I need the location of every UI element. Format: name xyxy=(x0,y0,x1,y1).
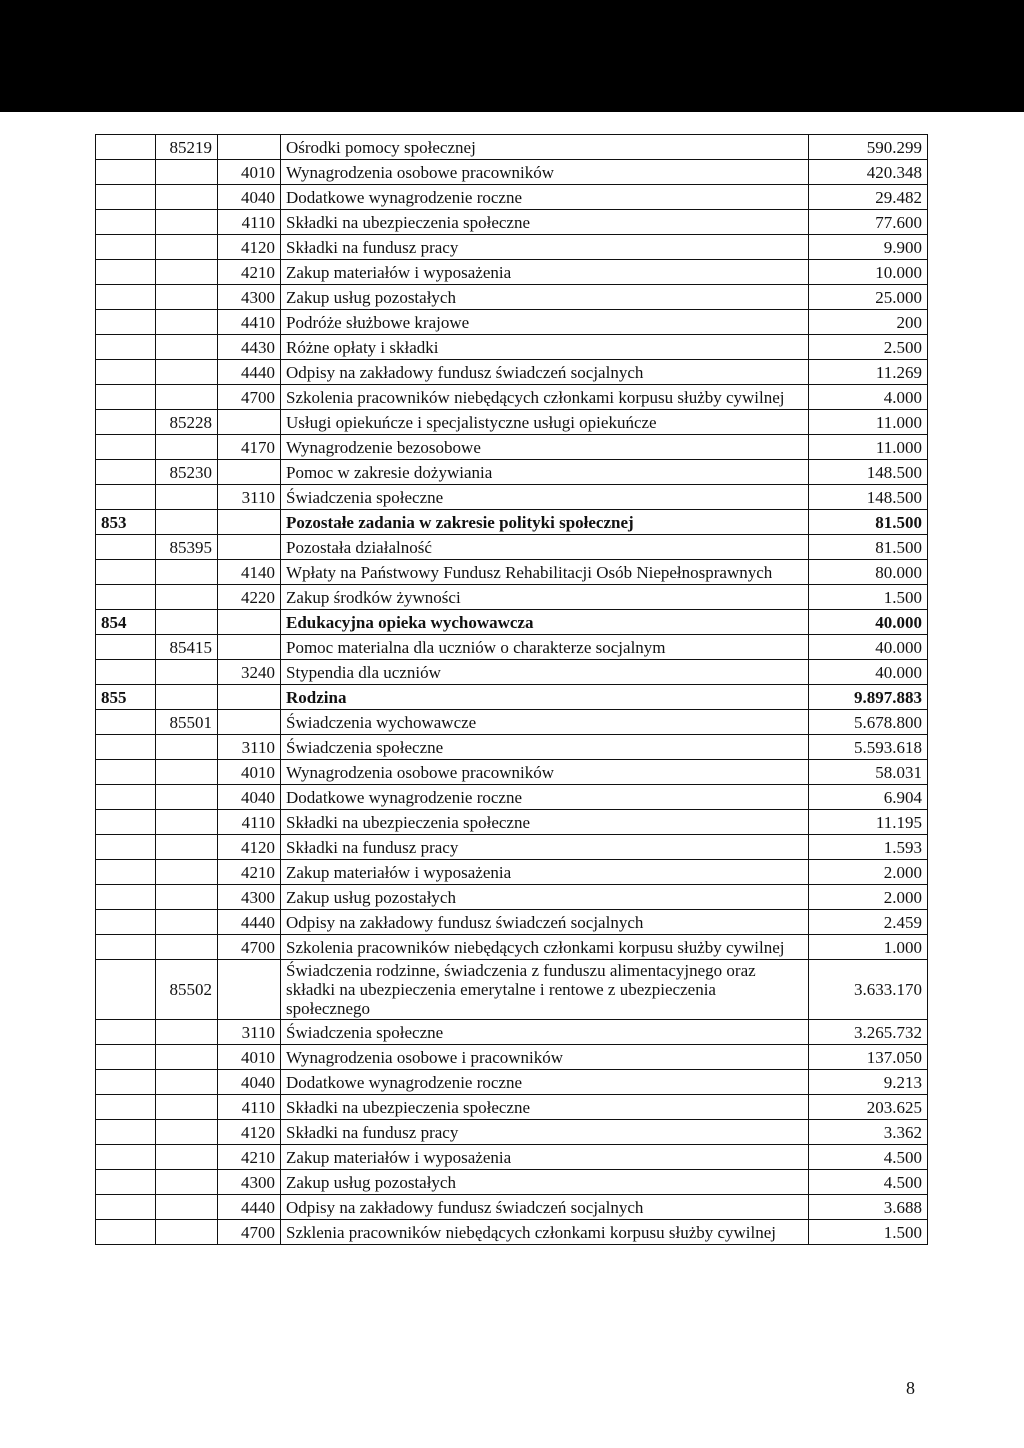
cell-rozdzial xyxy=(156,510,218,535)
cell-amount: 2.459 xyxy=(809,910,928,935)
cell-dzial xyxy=(96,1170,156,1195)
cell-amount: 40.000 xyxy=(809,610,928,635)
cell-paragraf: 4430 xyxy=(218,335,281,360)
cell-dzial xyxy=(96,260,156,285)
cell-amount: 6.904 xyxy=(809,785,928,810)
cell-amount: 11.000 xyxy=(809,410,928,435)
cell-paragraf: 4110 xyxy=(218,810,281,835)
cell-paragraf: 4120 xyxy=(218,235,281,260)
cell-name: Pomoc materialna dla uczniów o charakterze socjalnym xyxy=(281,635,809,660)
cell-paragraf: 4120 xyxy=(218,835,281,860)
cell-rozdzial xyxy=(156,835,218,860)
cell-name: Zakup materiałów i wyposażenia xyxy=(281,260,809,285)
table-row xyxy=(96,310,928,335)
cell-name: Wynagrodzenie bezosobowe xyxy=(281,435,809,460)
table-row xyxy=(96,485,928,510)
cell-amount: 81.500 xyxy=(809,510,928,535)
cell-dzial xyxy=(96,660,156,685)
cell-paragraf xyxy=(218,960,281,1020)
cell-dzial xyxy=(96,810,156,835)
cell-amount: 200 xyxy=(809,310,928,335)
table-row xyxy=(96,285,928,310)
cell-name: Szkolenia pracowników niebędących członkami korpusu służby cywilnej xyxy=(281,385,809,410)
cell-amount: 203.625 xyxy=(809,1095,928,1120)
cell-name: Pozostała działalność xyxy=(281,535,809,560)
cell-dzial xyxy=(96,160,156,185)
cell-rozdzial xyxy=(156,935,218,960)
cell-rozdzial xyxy=(156,185,218,210)
cell-rozdzial: 85501 xyxy=(156,710,218,735)
table-row xyxy=(96,510,928,535)
cell-paragraf: 4410 xyxy=(218,310,281,335)
cell-dzial xyxy=(96,335,156,360)
cell-rozdzial xyxy=(156,1020,218,1045)
cell-rozdzial xyxy=(156,685,218,710)
table-row xyxy=(96,185,928,210)
cell-name: Składki na ubezpieczenia społeczne xyxy=(281,1095,809,1120)
scan-top-band xyxy=(0,0,1024,112)
cell-amount: 11.000 xyxy=(809,435,928,460)
cell-rozdzial xyxy=(156,285,218,310)
cell-rozdzial xyxy=(156,360,218,385)
cell-dzial: 853 xyxy=(96,510,156,535)
cell-dzial xyxy=(96,960,156,1020)
cell-paragraf xyxy=(218,710,281,735)
cell-rozdzial xyxy=(156,910,218,935)
table-row xyxy=(96,660,928,685)
cell-rozdzial xyxy=(156,385,218,410)
cell-dzial xyxy=(96,435,156,460)
cell-rozdzial: 85502 xyxy=(156,960,218,1020)
cell-amount: 3.633.170 xyxy=(809,960,928,1020)
cell-dzial xyxy=(96,910,156,935)
cell-rozdzial: 85230 xyxy=(156,460,218,485)
cell-name: Wynagrodzenia osobowe i pracowników xyxy=(281,1045,809,1070)
cell-amount: 11.269 xyxy=(809,360,928,385)
cell-dzial xyxy=(96,760,156,785)
cell-rozdzial xyxy=(156,610,218,635)
cell-amount: 40.000 xyxy=(809,660,928,685)
cell-amount: 9.897.883 xyxy=(809,685,928,710)
cell-dzial xyxy=(96,860,156,885)
table-row xyxy=(96,160,928,185)
cell-paragraf: 4140 xyxy=(218,560,281,585)
table-row xyxy=(96,435,928,460)
cell-paragraf xyxy=(218,610,281,635)
cell-name: Stypendia dla uczniów xyxy=(281,660,809,685)
cell-amount: 9.900 xyxy=(809,235,928,260)
cell-amount: 148.500 xyxy=(809,460,928,485)
cell-name: Zakup materiałów i wyposażenia xyxy=(281,1145,809,1170)
cell-name: Składki na ubezpieczenia społeczne xyxy=(281,810,809,835)
cell-amount: 40.000 xyxy=(809,635,928,660)
table-row xyxy=(96,1095,928,1120)
cell-name: Świadczenia rodzinne, świadczenia z funduszu alimentacyjnego oraz składki na ubezpieczenia emerytalne i rentowe z ubezpieczenia społecznego xyxy=(281,960,809,1020)
cell-name: Zakup usług pozostałych xyxy=(281,1170,809,1195)
cell-rozdzial xyxy=(156,1145,218,1170)
cell-paragraf: 4110 xyxy=(218,1095,281,1120)
cell-rozdzial xyxy=(156,735,218,760)
cell-amount: 11.195 xyxy=(809,810,928,835)
cell-name: Składki na fundusz pracy xyxy=(281,235,809,260)
cell-amount: 137.050 xyxy=(809,1045,928,1070)
cell-name: Wynagrodzenia osobowe pracowników xyxy=(281,760,809,785)
cell-paragraf: 4120 xyxy=(218,1120,281,1145)
cell-name: Świadczenia wychowawcze xyxy=(281,710,809,735)
cell-dzial xyxy=(96,360,156,385)
table-row xyxy=(96,585,928,610)
cell-paragraf: 4440 xyxy=(218,360,281,385)
cell-rozdzial xyxy=(156,810,218,835)
cell-paragraf: 3240 xyxy=(218,660,281,685)
cell-name: Dodatkowe wynagrodzenie roczne xyxy=(281,185,809,210)
cell-rozdzial xyxy=(156,860,218,885)
cell-name: Odpisy na zakładowy fundusz świadczeń socjalnych xyxy=(281,1195,809,1220)
cell-paragraf: 4210 xyxy=(218,860,281,885)
cell-name: Dodatkowe wynagrodzenie roczne xyxy=(281,1070,809,1095)
cell-amount: 5.678.800 xyxy=(809,710,928,735)
cell-dzial xyxy=(96,210,156,235)
table-row xyxy=(96,210,928,235)
cell-paragraf xyxy=(218,535,281,560)
cell-rozdzial: 85219 xyxy=(156,135,218,160)
cell-name: Zakup środków żywności xyxy=(281,585,809,610)
cell-name: Rodzina xyxy=(281,685,809,710)
table-row xyxy=(96,910,928,935)
cell-rozdzial xyxy=(156,585,218,610)
cell-paragraf: 4040 xyxy=(218,1070,281,1095)
cell-paragraf: 4700 xyxy=(218,385,281,410)
table-row xyxy=(96,135,928,160)
cell-paragraf: 3110 xyxy=(218,1020,281,1045)
cell-paragraf: 4010 xyxy=(218,760,281,785)
cell-paragraf: 4220 xyxy=(218,585,281,610)
cell-rozdzial xyxy=(156,660,218,685)
cell-name: Zakup materiałów i wyposażenia xyxy=(281,860,809,885)
table-row xyxy=(96,1220,928,1245)
cell-dzial xyxy=(96,485,156,510)
cell-rozdzial xyxy=(156,760,218,785)
cell-dzial xyxy=(96,785,156,810)
cell-paragraf: 4010 xyxy=(218,1045,281,1070)
table-row xyxy=(96,1170,928,1195)
cell-name: Zakup usług pozostałych xyxy=(281,285,809,310)
cell-paragraf: 4440 xyxy=(218,1195,281,1220)
cell-amount: 10.000 xyxy=(809,260,928,285)
cell-rozdzial: 85415 xyxy=(156,635,218,660)
cell-paragraf: 4700 xyxy=(218,1220,281,1245)
cell-dzial xyxy=(96,285,156,310)
table-row xyxy=(96,835,928,860)
cell-name: Świadczenia społeczne xyxy=(281,735,809,760)
cell-amount: 25.000 xyxy=(809,285,928,310)
table-row xyxy=(96,260,928,285)
cell-dzial xyxy=(96,310,156,335)
cell-amount: 2.500 xyxy=(809,335,928,360)
cell-paragraf xyxy=(218,635,281,660)
table-row xyxy=(96,635,928,660)
cell-dzial xyxy=(96,560,156,585)
table-row xyxy=(96,410,928,435)
cell-rozdzial xyxy=(156,310,218,335)
cell-paragraf: 3110 xyxy=(218,485,281,510)
table-row xyxy=(96,1070,928,1095)
cell-name: Ośrodki pomocy społecznej xyxy=(281,135,809,160)
cell-rozdzial: 85395 xyxy=(156,535,218,560)
cell-paragraf xyxy=(218,460,281,485)
cell-name: Usługi opiekuńcze i specjalistyczne usługi opiekuńcze xyxy=(281,410,809,435)
cell-dzial xyxy=(96,1220,156,1245)
table-row xyxy=(96,760,928,785)
cell-paragraf xyxy=(218,685,281,710)
cell-paragraf: 4210 xyxy=(218,260,281,285)
cell-rozdzial xyxy=(156,1195,218,1220)
cell-amount: 58.031 xyxy=(809,760,928,785)
cell-rozdzial xyxy=(156,885,218,910)
cell-amount: 9.213 xyxy=(809,1070,928,1095)
cell-rozdzial xyxy=(156,260,218,285)
cell-amount: 2.000 xyxy=(809,885,928,910)
cell-name: Składki na fundusz pracy xyxy=(281,1120,809,1145)
cell-rozdzial xyxy=(156,235,218,260)
cell-name: Pomoc w zakresie dożywiania xyxy=(281,460,809,485)
cell-name: Świadczenia społeczne xyxy=(281,1020,809,1045)
cell-rozdzial xyxy=(156,1170,218,1195)
table-row xyxy=(96,1020,928,1045)
table-row xyxy=(96,860,928,885)
cell-dzial xyxy=(96,235,156,260)
cell-paragraf: 4040 xyxy=(218,785,281,810)
cell-amount: 77.600 xyxy=(809,210,928,235)
cell-dzial xyxy=(96,1095,156,1120)
cell-name: Wynagrodzenia osobowe pracowników xyxy=(281,160,809,185)
cell-rozdzial xyxy=(156,435,218,460)
cell-amount: 1.500 xyxy=(809,585,928,610)
cell-paragraf xyxy=(218,135,281,160)
cell-paragraf: 3110 xyxy=(218,735,281,760)
cell-dzial xyxy=(96,535,156,560)
cell-amount: 5.593.618 xyxy=(809,735,928,760)
cell-amount: 4.000 xyxy=(809,385,928,410)
cell-name: Szkolenia pracowników niebędących członkami korpusu służby cywilnej xyxy=(281,935,809,960)
cell-name: Różne opłaty i składki xyxy=(281,335,809,360)
table-row xyxy=(96,335,928,360)
cell-amount: 4.500 xyxy=(809,1145,928,1170)
cell-dzial xyxy=(96,410,156,435)
cell-dzial xyxy=(96,1145,156,1170)
cell-dzial xyxy=(96,1020,156,1045)
cell-amount: 3.265.732 xyxy=(809,1020,928,1045)
cell-rozdzial xyxy=(156,1220,218,1245)
table-row xyxy=(96,685,928,710)
cell-rozdzial xyxy=(156,1045,218,1070)
cell-paragraf: 4210 xyxy=(218,1145,281,1170)
cell-dzial xyxy=(96,885,156,910)
cell-name: Świadczenia społeczne xyxy=(281,485,809,510)
cell-dzial xyxy=(96,835,156,860)
table-row xyxy=(96,235,928,260)
table-row xyxy=(96,1145,928,1170)
cell-name: Edukacyjna opieka wychowawcza xyxy=(281,610,809,635)
table-row xyxy=(96,610,928,635)
cell-rozdzial xyxy=(156,560,218,585)
cell-amount: 3.688 xyxy=(809,1195,928,1220)
cell-dzial xyxy=(96,735,156,760)
cell-rozdzial xyxy=(156,210,218,235)
table-row xyxy=(96,810,928,835)
cell-dzial xyxy=(96,135,156,160)
cell-name: Zakup usług pozostałych xyxy=(281,885,809,910)
cell-paragraf: 4010 xyxy=(218,160,281,185)
cell-rozdzial: 85228 xyxy=(156,410,218,435)
cell-amount: 1.500 xyxy=(809,1220,928,1245)
cell-paragraf: 4440 xyxy=(218,910,281,935)
cell-dzial xyxy=(96,1070,156,1095)
cell-rozdzial xyxy=(156,160,218,185)
cell-dzial: 855 xyxy=(96,685,156,710)
cell-dzial xyxy=(96,585,156,610)
cell-dzial: 854 xyxy=(96,610,156,635)
cell-dzial xyxy=(96,1195,156,1220)
cell-dzial xyxy=(96,385,156,410)
table-row xyxy=(96,1195,928,1220)
cell-paragraf: 4300 xyxy=(218,285,281,310)
cell-rozdzial xyxy=(156,335,218,360)
cell-dzial xyxy=(96,185,156,210)
cell-name: Wpłaty na Państwowy Fundusz Rehabilitacji Osób Niepełnosprawnych xyxy=(281,560,809,585)
cell-amount: 3.362 xyxy=(809,1120,928,1145)
cell-amount: 1.593 xyxy=(809,835,928,860)
cell-dzial xyxy=(96,935,156,960)
table-row xyxy=(96,885,928,910)
table-row xyxy=(96,1045,928,1070)
cell-rozdzial xyxy=(156,485,218,510)
cell-paragraf: 4300 xyxy=(218,1170,281,1195)
table-row xyxy=(96,735,928,760)
table-row xyxy=(96,385,928,410)
cell-dzial xyxy=(96,635,156,660)
table-row xyxy=(96,785,928,810)
cell-rozdzial xyxy=(156,1095,218,1120)
cell-amount: 590.299 xyxy=(809,135,928,160)
cell-amount: 1.000 xyxy=(809,935,928,960)
cell-name: Podróże służbowe krajowe xyxy=(281,310,809,335)
table-row xyxy=(96,960,928,1020)
cell-amount: 4.500 xyxy=(809,1170,928,1195)
table-row xyxy=(96,460,928,485)
cell-paragraf xyxy=(218,510,281,535)
budget-table xyxy=(95,134,928,1245)
cell-dzial xyxy=(96,710,156,735)
cell-name: Odpisy na zakładowy fundusz świadczeń socjalnych xyxy=(281,910,809,935)
cell-name: Pozostałe zadania w zakresie polityki społecznej xyxy=(281,510,809,535)
cell-name: Składki na ubezpieczenia społeczne xyxy=(281,210,809,235)
budget-table-body xyxy=(96,135,928,1245)
cell-amount: 420.348 xyxy=(809,160,928,185)
cell-amount: 80.000 xyxy=(809,560,928,585)
cell-paragraf: 4700 xyxy=(218,935,281,960)
cell-name: Składki na fundusz pracy xyxy=(281,835,809,860)
table-row xyxy=(96,535,928,560)
cell-dzial xyxy=(96,1120,156,1145)
cell-name: Dodatkowe wynagrodzenie roczne xyxy=(281,785,809,810)
cell-paragraf xyxy=(218,410,281,435)
table-row xyxy=(96,560,928,585)
cell-dzial xyxy=(96,1045,156,1070)
page-number: 8 xyxy=(906,1378,915,1398)
cell-name: Szklenia pracowników niebędących członkami korpusu służby cywilnej xyxy=(281,1220,809,1245)
table-row xyxy=(96,935,928,960)
cell-paragraf: 4040 xyxy=(218,185,281,210)
cell-amount: 148.500 xyxy=(809,485,928,510)
cell-name: Odpisy na zakładowy fundusz świadczeń socjalnych xyxy=(281,360,809,385)
cell-paragraf: 4170 xyxy=(218,435,281,460)
cell-paragraf: 4300 xyxy=(218,885,281,910)
table-row xyxy=(96,1120,928,1145)
cell-rozdzial xyxy=(156,1070,218,1095)
cell-amount: 81.500 xyxy=(809,535,928,560)
table-row xyxy=(96,360,928,385)
cell-amount: 2.000 xyxy=(809,860,928,885)
cell-rozdzial xyxy=(156,1120,218,1145)
cell-paragraf: 4110 xyxy=(218,210,281,235)
cell-amount: 29.482 xyxy=(809,185,928,210)
table-row xyxy=(96,710,928,735)
cell-dzial xyxy=(96,460,156,485)
cell-rozdzial xyxy=(156,785,218,810)
